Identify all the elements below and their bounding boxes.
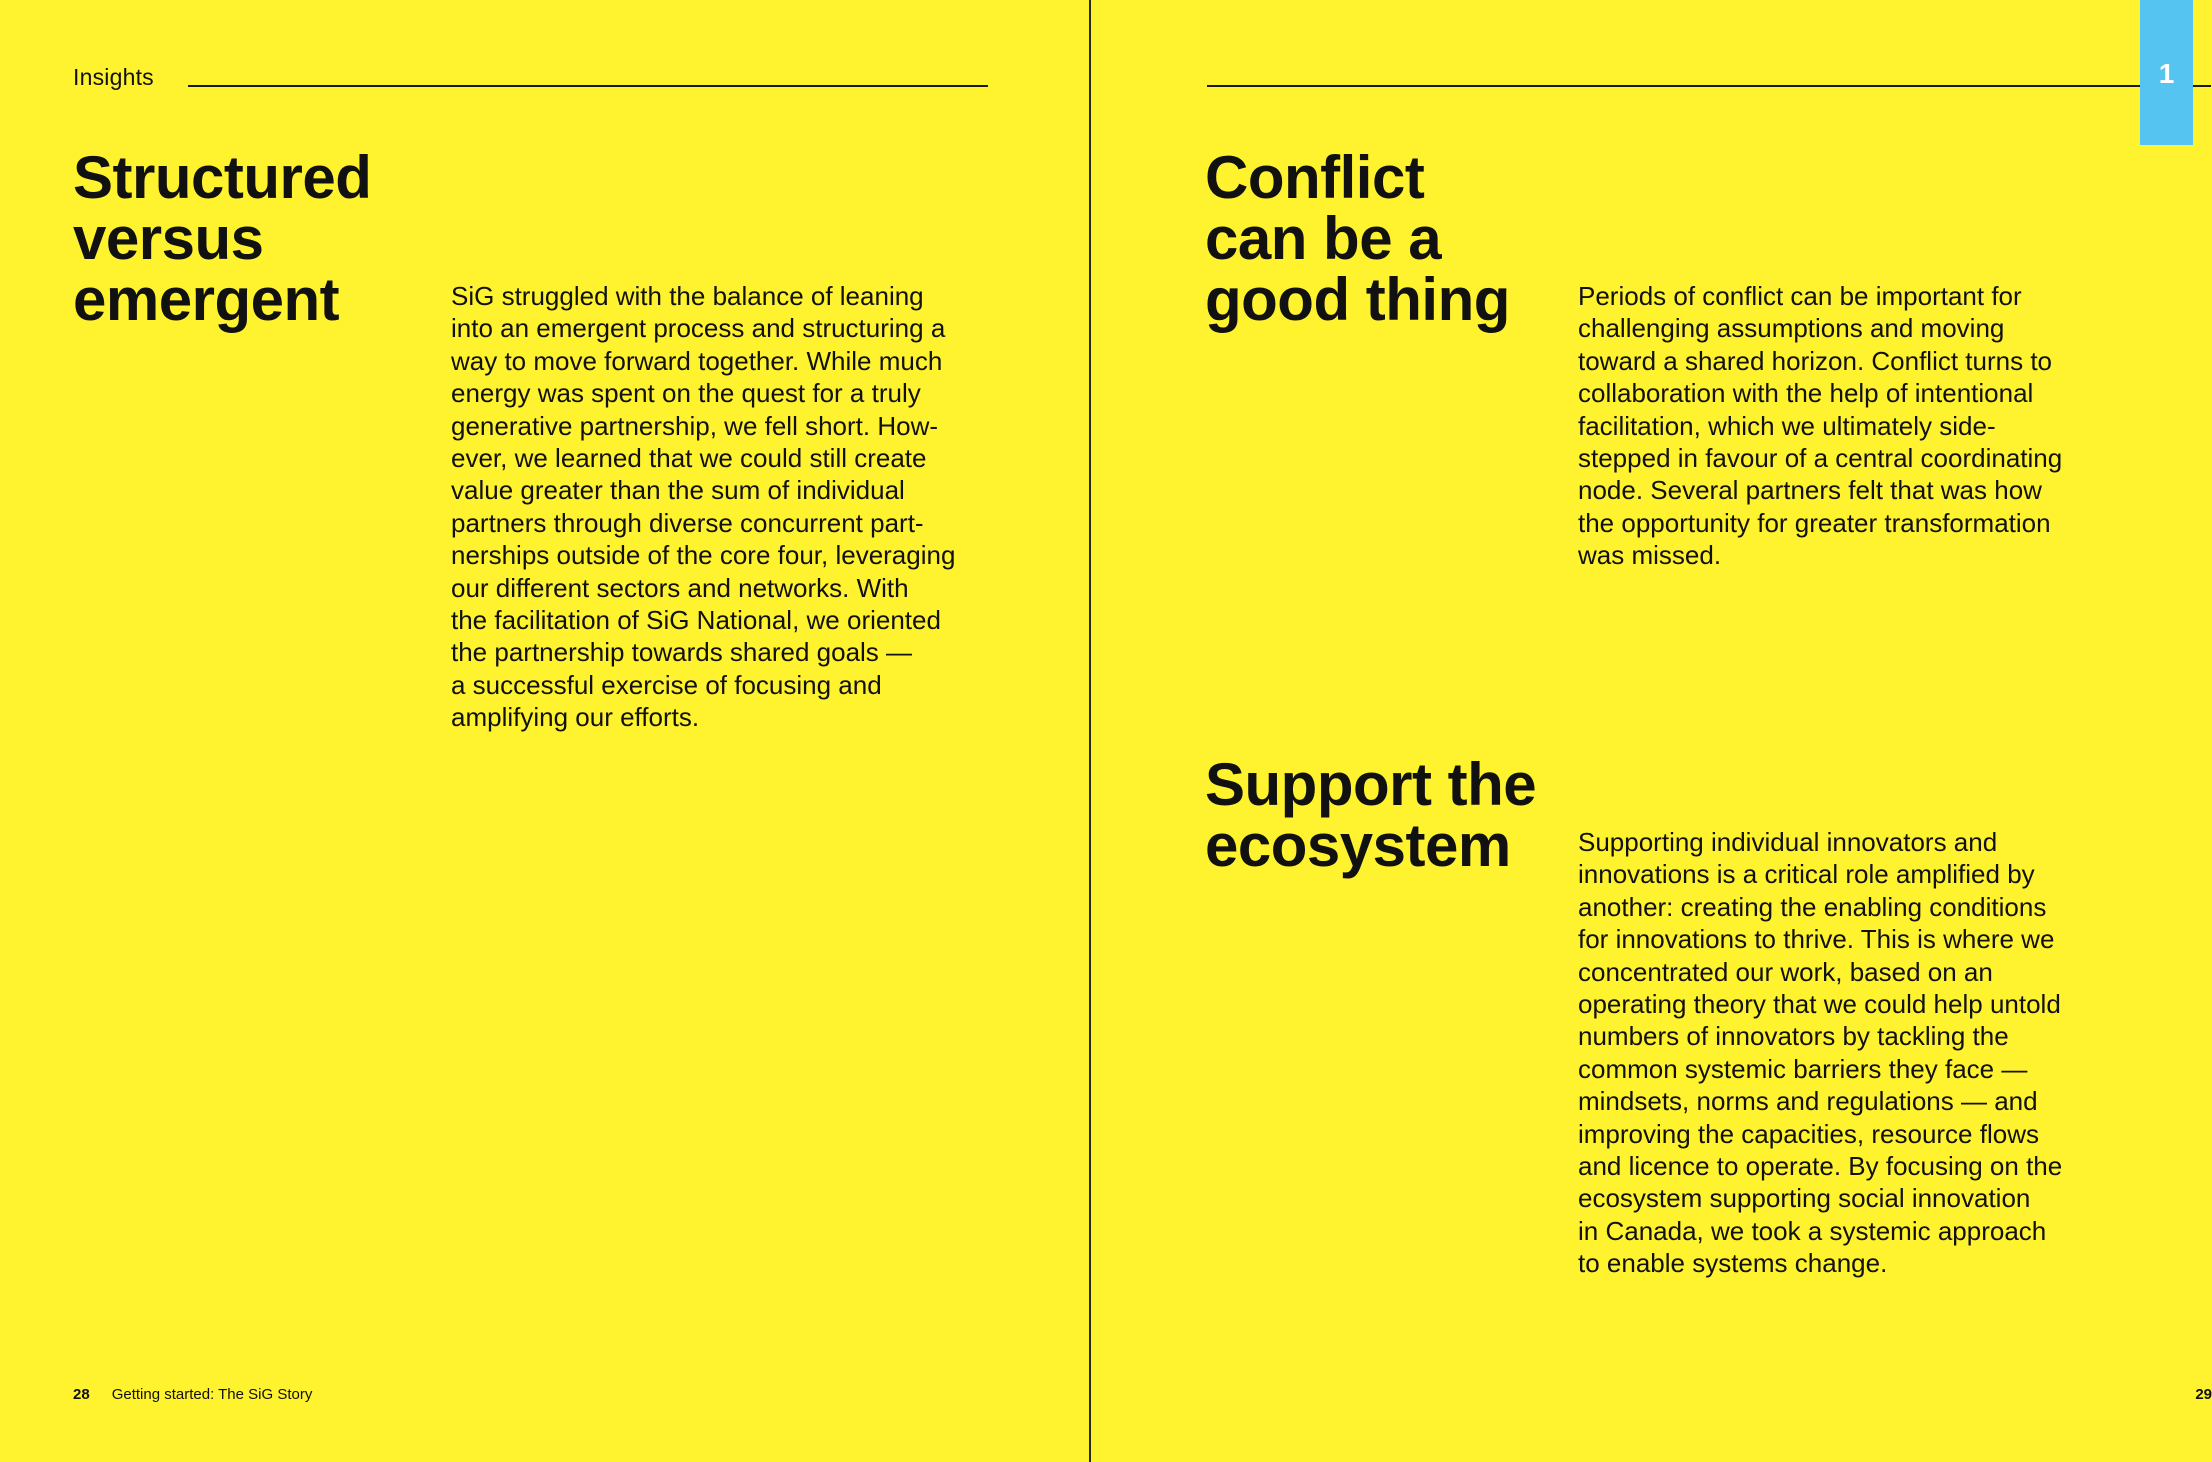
body-line: another: creating the enabling conditions: [1578, 891, 2047, 922]
heading-line: ecosystem: [1205, 812, 1511, 879]
heading-line: good thing: [1205, 266, 1510, 333]
running-title: Getting started: The SiG Story: [111, 1386, 313, 1403]
body-line: energy was spent on the quest for a truly: [451, 378, 921, 409]
body-line: into an emergent process and structuring a: [451, 313, 946, 344]
body-line: value greater than the sum of individual: [451, 475, 905, 506]
body-line: ever, we learned that we could still create: [451, 443, 927, 474]
body-line: and licence to operate. By focusing on the: [1578, 1151, 2063, 1182]
body-line: stepped in favour of a central coordinating: [1578, 443, 2063, 474]
heading-conflict-good-thing: [1205, 144, 1510, 333]
heading-line: Structured: [73, 144, 372, 211]
chapter-tab: [2140, 0, 2193, 145]
heading-line: Conflict: [1205, 144, 1425, 211]
body-line: way to move forward together. While much: [451, 345, 943, 376]
body-line: generative partnership, we fell short. How-: [451, 410, 939, 441]
body-line: SiG struggled with the balance of leaning: [451, 281, 924, 311]
heading-line: can be a: [1205, 205, 1442, 272]
body-line: toward a shared horizon. Conflict turns to: [1578, 345, 2053, 376]
body-line: partners through diverse concurrent part-: [451, 507, 924, 538]
body-line: numbers of innovators by tackling the: [1578, 1021, 2009, 1052]
body-line: to enable systems change.: [1578, 1248, 1888, 1279]
body-line: node. Several partners felt that was how: [1578, 475, 2042, 506]
body-line: our different sectors and networks. With: [451, 572, 909, 603]
body-line: collaboration with the help of intentional: [1578, 378, 2034, 409]
header-rule: [1207, 85, 2211, 87]
body-line: amplifying our efforts.: [451, 702, 700, 733]
body-line: the partnership towards shared goals —: [451, 637, 913, 668]
body-line: was missed.: [1578, 540, 1722, 571]
body-line: mindsets, norms and regulations — and: [1578, 1086, 2038, 1117]
body-line: improving the capacities, resource flows: [1578, 1118, 2039, 1149]
body-line: a successful exercise of focusing and: [451, 669, 882, 700]
body-conflict-good-thing: [1578, 280, 2062, 572]
body-line: in Canada, we took a systemic approach: [1578, 1215, 2047, 1246]
right-page: [1091, 0, 2212, 1462]
body-line: ecosystem supporting social innovation: [1578, 1183, 2031, 1214]
body-line: innovations is a critical role amplified by: [1578, 859, 2035, 890]
body-structured-versus-emergent: [451, 280, 955, 734]
heading-support-ecosystem: [1205, 751, 1537, 879]
chapter-tab-number: 1: [2158, 58, 2175, 89]
body-line: facilitation, which we ultimately side-: [1578, 410, 1996, 441]
page-number: 28: [73, 1386, 90, 1403]
body-line: nerships outside of the core four, leveraging: [451, 540, 956, 571]
heading-line: emergent: [73, 266, 340, 333]
left-page: [0, 0, 1090, 1462]
body-line: Periods of conflict can be important for: [1578, 281, 2022, 311]
body-line: common systemic barriers they face —: [1578, 1053, 2028, 1084]
body-line: for innovations to thrive. This is where we: [1578, 924, 2055, 955]
header-rule: [188, 85, 988, 87]
body-line: challenging assumptions and moving: [1578, 313, 2005, 344]
heading-line: versus: [73, 205, 264, 272]
right-folio: [2102, 1386, 2212, 1403]
body-line: Supporting individual innovators and: [1578, 827, 1998, 857]
body-line: the opportunity for greater transformation: [1578, 507, 2051, 538]
body-line: concentrated our work, based on an: [1578, 956, 1993, 987]
left-folio: [73, 1386, 312, 1403]
section-label: Insights: [73, 64, 154, 90]
heading-structured-versus-emergent: [73, 144, 372, 333]
heading-line: Support the: [1205, 751, 1537, 818]
body-line: operating theory that we could help untold: [1578, 989, 2061, 1020]
body-support-ecosystem: [1578, 826, 2062, 1280]
body-line: the facilitation of SiG National, we oriented: [451, 605, 941, 636]
page-number: 29: [2195, 1386, 2212, 1403]
